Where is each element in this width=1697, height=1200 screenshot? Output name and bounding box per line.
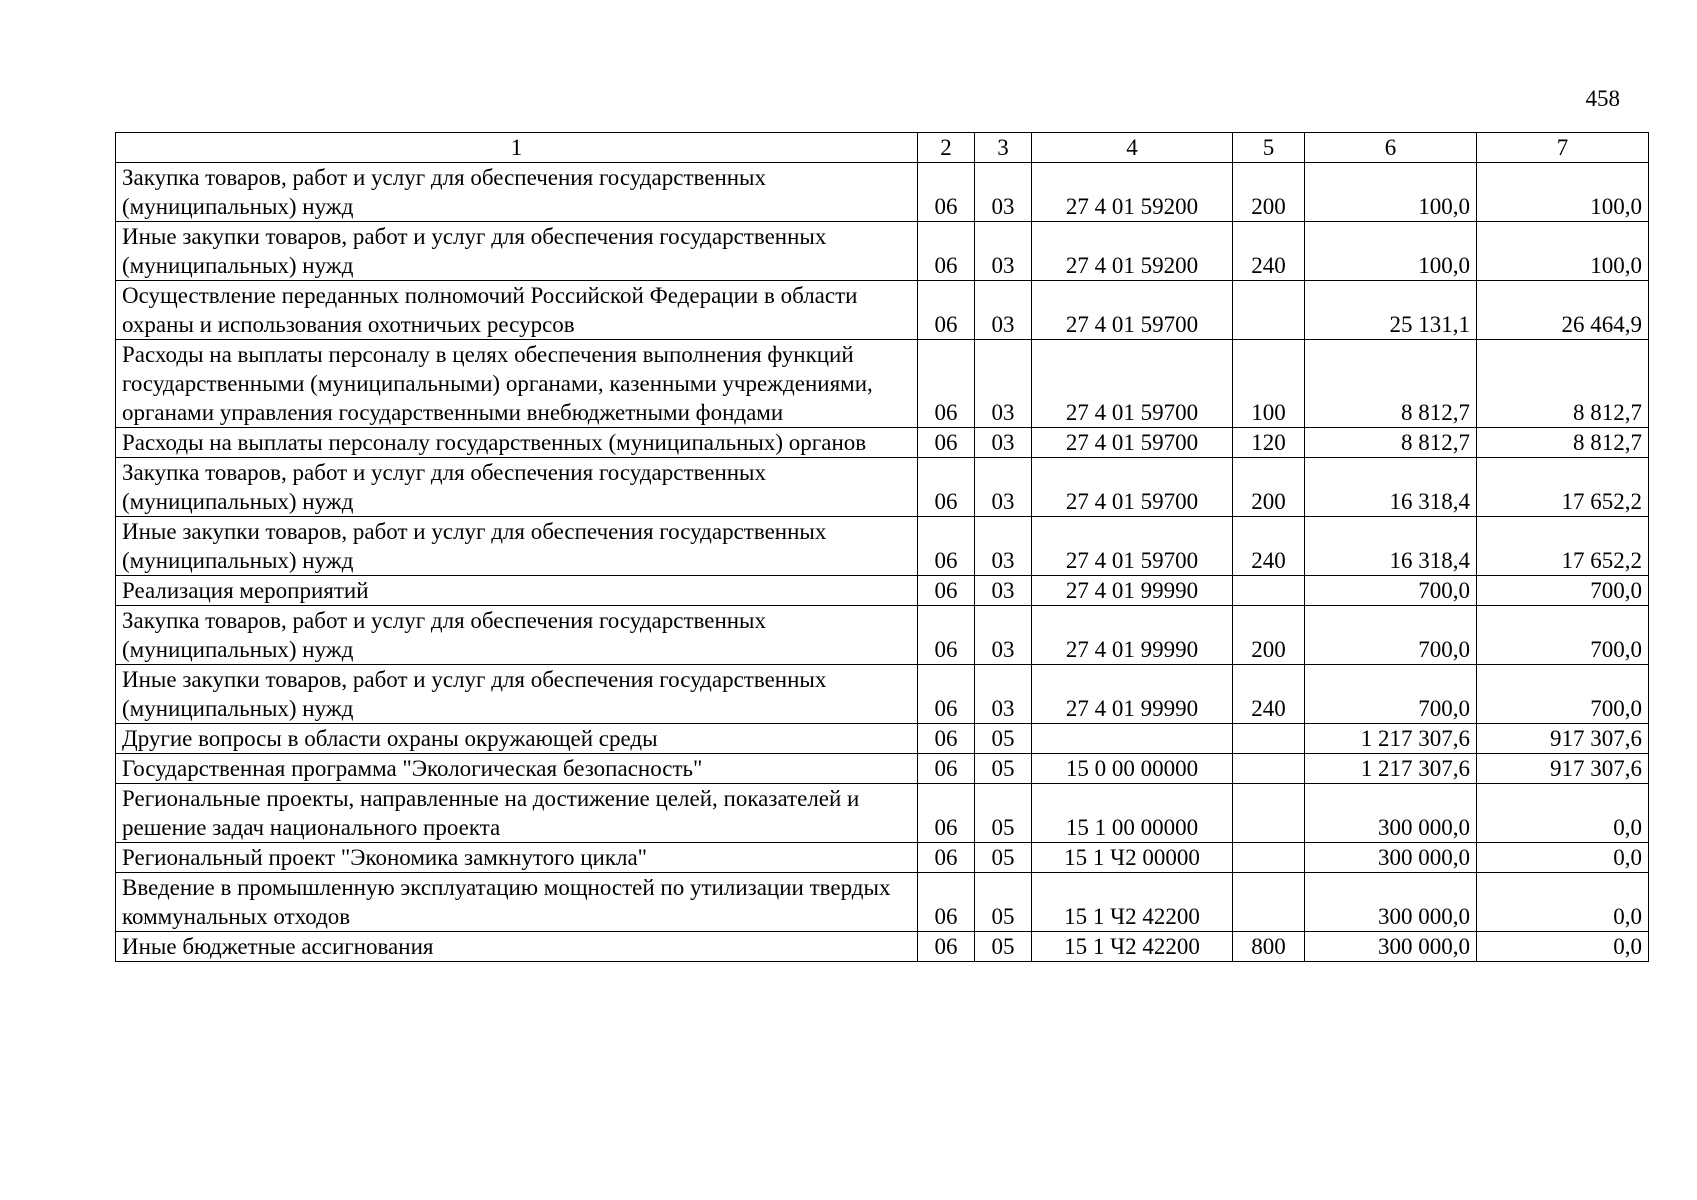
column-header: 1 xyxy=(116,133,918,163)
subsection-code-cell: 03 xyxy=(975,665,1032,724)
amount-col7-cell: 26 464,9 xyxy=(1477,281,1649,340)
amount-col7-cell: 8 812,7 xyxy=(1477,428,1649,458)
table-row xyxy=(116,873,1649,932)
table-row xyxy=(116,724,1649,754)
column-header: 5 xyxy=(1233,133,1305,163)
expense-type-cell: 200 xyxy=(1233,606,1305,665)
subsection-code-cell: 03 xyxy=(975,428,1032,458)
amount-col7-cell: 0,0 xyxy=(1477,932,1649,962)
expense-type-cell xyxy=(1233,843,1305,873)
target-article-cell: 27 4 01 99990 xyxy=(1032,576,1233,606)
subsection-code-cell: 05 xyxy=(975,932,1032,962)
row-name-cell: Расходы на выплаты персоналу в целях обеспечения выполнения функций государственными (муниципальными) органами, казенными учреждениями, органами управления государственными внебюджетными фондами xyxy=(116,340,918,428)
expense-type-cell xyxy=(1233,576,1305,606)
amount-col7-cell: 0,0 xyxy=(1477,843,1649,873)
row-name-cell: Региональный проект "Экономика замкнутого цикла" xyxy=(116,843,918,873)
amount-col7-cell: 0,0 xyxy=(1477,784,1649,843)
subsection-code-cell: 05 xyxy=(975,754,1032,784)
subsection-code-cell: 05 xyxy=(975,843,1032,873)
subsection-code-cell: 03 xyxy=(975,281,1032,340)
amount-col7-cell: 917 307,6 xyxy=(1477,754,1649,784)
subsection-code-cell: 03 xyxy=(975,576,1032,606)
amount-col7-cell: 700,0 xyxy=(1477,576,1649,606)
section-code-cell: 06 xyxy=(918,163,975,222)
expense-type-cell xyxy=(1233,784,1305,843)
subsection-code-cell: 03 xyxy=(975,222,1032,281)
amount-col7-cell: 17 652,2 xyxy=(1477,517,1649,576)
target-article-cell: 27 4 01 59700 xyxy=(1032,340,1233,428)
column-header: 6 xyxy=(1305,133,1477,163)
target-article-cell: 15 1 Ч2 00000 xyxy=(1032,843,1233,873)
table-row xyxy=(116,428,1649,458)
row-name-cell: Расходы на выплаты персоналу государственных (муниципальных) органов xyxy=(116,428,918,458)
section-code-cell: 06 xyxy=(918,665,975,724)
amount-col6-cell: 100,0 xyxy=(1305,163,1477,222)
amount-col6-cell: 1 217 307,6 xyxy=(1305,754,1477,784)
table-row xyxy=(116,606,1649,665)
amount-col6-cell: 300 000,0 xyxy=(1305,843,1477,873)
row-name-cell: Реализация мероприятий xyxy=(116,576,918,606)
row-name-cell: Региональные проекты, направленные на достижение целей, показателей и решение задач национального проекта xyxy=(116,784,918,843)
section-code-cell: 06 xyxy=(918,784,975,843)
section-code-cell: 06 xyxy=(918,843,975,873)
target-article-cell: 15 1 Ч2 42200 xyxy=(1032,873,1233,932)
expense-type-cell: 120 xyxy=(1233,428,1305,458)
target-article-cell: 27 4 01 59200 xyxy=(1032,163,1233,222)
amount-col6-cell: 300 000,0 xyxy=(1305,873,1477,932)
amount-col6-cell: 16 318,4 xyxy=(1305,458,1477,517)
subsection-code-cell: 03 xyxy=(975,606,1032,665)
section-code-cell: 06 xyxy=(918,458,975,517)
column-header: 4 xyxy=(1032,133,1233,163)
section-code-cell: 06 xyxy=(918,724,975,754)
section-code-cell: 06 xyxy=(918,340,975,428)
table-row xyxy=(116,517,1649,576)
table-row xyxy=(116,843,1649,873)
expense-type-cell xyxy=(1233,873,1305,932)
subsection-code-cell: 03 xyxy=(975,458,1032,517)
subsection-code-cell: 03 xyxy=(975,340,1032,428)
section-code-cell: 06 xyxy=(918,754,975,784)
amount-col7-cell: 100,0 xyxy=(1477,222,1649,281)
section-code-cell: 06 xyxy=(918,873,975,932)
target-article-cell: 27 4 01 59700 xyxy=(1032,458,1233,517)
amount-col6-cell: 700,0 xyxy=(1305,576,1477,606)
table-header-row xyxy=(116,133,1649,163)
amount-col7-cell: 100,0 xyxy=(1477,163,1649,222)
budget-table xyxy=(115,132,1649,962)
row-name-cell: Иные бюджетные ассигнования xyxy=(116,932,918,962)
amount-col6-cell: 25 131,1 xyxy=(1305,281,1477,340)
target-article-cell: 27 4 01 99990 xyxy=(1032,606,1233,665)
target-article-cell: 15 1 00 00000 xyxy=(1032,784,1233,843)
target-article-cell: 27 4 01 59200 xyxy=(1032,222,1233,281)
expense-type-cell: 240 xyxy=(1233,222,1305,281)
subsection-code-cell: 05 xyxy=(975,724,1032,754)
column-header: 7 xyxy=(1477,133,1649,163)
target-article-cell: 27 4 01 99990 xyxy=(1032,665,1233,724)
row-name-cell: Закупка товаров, работ и услуг для обеспечения государственных (муниципальных) нужд xyxy=(116,606,918,665)
expense-type-cell xyxy=(1233,754,1305,784)
row-name-cell: Закупка товаров, работ и услуг для обеспечения государственных (муниципальных) нужд xyxy=(116,458,918,517)
amount-col7-cell: 17 652,2 xyxy=(1477,458,1649,517)
table-row xyxy=(116,576,1649,606)
expense-type-cell: 200 xyxy=(1233,458,1305,517)
table-row xyxy=(116,340,1649,428)
target-article-cell: 15 1 Ч2 42200 xyxy=(1032,932,1233,962)
section-code-cell: 06 xyxy=(918,576,975,606)
amount-col6-cell: 8 812,7 xyxy=(1305,340,1477,428)
target-article-cell: 27 4 01 59700 xyxy=(1032,517,1233,576)
amount-col6-cell: 300 000,0 xyxy=(1305,932,1477,962)
expense-type-cell: 100 xyxy=(1233,340,1305,428)
amount-col6-cell: 300 000,0 xyxy=(1305,784,1477,843)
row-name-cell: Закупка товаров, работ и услуг для обеспечения государственных (муниципальных) нужд xyxy=(116,163,918,222)
amount-col7-cell: 700,0 xyxy=(1477,606,1649,665)
table-row xyxy=(116,754,1649,784)
table-row xyxy=(116,784,1649,843)
amount-col6-cell: 700,0 xyxy=(1305,606,1477,665)
amount-col7-cell: 700,0 xyxy=(1477,665,1649,724)
section-code-cell: 06 xyxy=(918,428,975,458)
target-article-cell: 15 0 00 00000 xyxy=(1032,754,1233,784)
table-row xyxy=(116,163,1649,222)
row-name-cell: Осуществление переданных полномочий Российской Федерации в области охраны и использования охотничьих ресурсов xyxy=(116,281,918,340)
expense-type-cell: 240 xyxy=(1233,665,1305,724)
amount-col7-cell: 917 307,6 xyxy=(1477,724,1649,754)
amount-col6-cell: 8 812,7 xyxy=(1305,428,1477,458)
table-row xyxy=(116,458,1649,517)
row-name-cell: Иные закупки товаров, работ и услуг для обеспечения государственных (муниципальных) нужд xyxy=(116,517,918,576)
table-row xyxy=(116,665,1649,724)
subsection-code-cell: 03 xyxy=(975,163,1032,222)
row-name-cell: Иные закупки товаров, работ и услуг для обеспечения государственных (муниципальных) нужд xyxy=(116,665,918,724)
section-code-cell: 06 xyxy=(918,281,975,340)
subsection-code-cell: 05 xyxy=(975,873,1032,932)
row-name-cell: Иные закупки товаров, работ и услуг для обеспечения государственных (муниципальных) нужд xyxy=(116,222,918,281)
expense-type-cell: 200 xyxy=(1233,163,1305,222)
expense-type-cell xyxy=(1233,281,1305,340)
expense-type-cell xyxy=(1233,724,1305,754)
subsection-code-cell: 03 xyxy=(975,517,1032,576)
amount-col7-cell: 8 812,7 xyxy=(1477,340,1649,428)
column-header: 3 xyxy=(975,133,1032,163)
row-name-cell: Введение в промышленную эксплуатацию мощностей по утилизации твердых коммунальных отходов xyxy=(116,873,918,932)
amount-col6-cell: 1 217 307,6 xyxy=(1305,724,1477,754)
amount-col6-cell: 100,0 xyxy=(1305,222,1477,281)
target-article-cell xyxy=(1032,724,1233,754)
amount-col7-cell: 0,0 xyxy=(1477,873,1649,932)
expense-type-cell: 240 xyxy=(1233,517,1305,576)
table-row xyxy=(116,932,1649,962)
section-code-cell: 06 xyxy=(918,606,975,665)
expense-type-cell: 800 xyxy=(1233,932,1305,962)
subsection-code-cell: 05 xyxy=(975,784,1032,843)
table-row xyxy=(116,281,1649,340)
section-code-cell: 06 xyxy=(918,222,975,281)
amount-col6-cell: 16 318,4 xyxy=(1305,517,1477,576)
row-name-cell: Государственная программа "Экологическая безопасность" xyxy=(116,754,918,784)
section-code-cell: 06 xyxy=(918,932,975,962)
amount-col6-cell: 700,0 xyxy=(1305,665,1477,724)
target-article-cell: 27 4 01 59700 xyxy=(1032,428,1233,458)
section-code-cell: 06 xyxy=(918,517,975,576)
target-article-cell: 27 4 01 59700 xyxy=(1032,281,1233,340)
row-name-cell: Другие вопросы в области охраны окружающей среды xyxy=(116,724,918,754)
column-header: 2 xyxy=(918,133,975,163)
table-row xyxy=(116,222,1649,281)
page-number: 458 xyxy=(1585,86,1620,111)
